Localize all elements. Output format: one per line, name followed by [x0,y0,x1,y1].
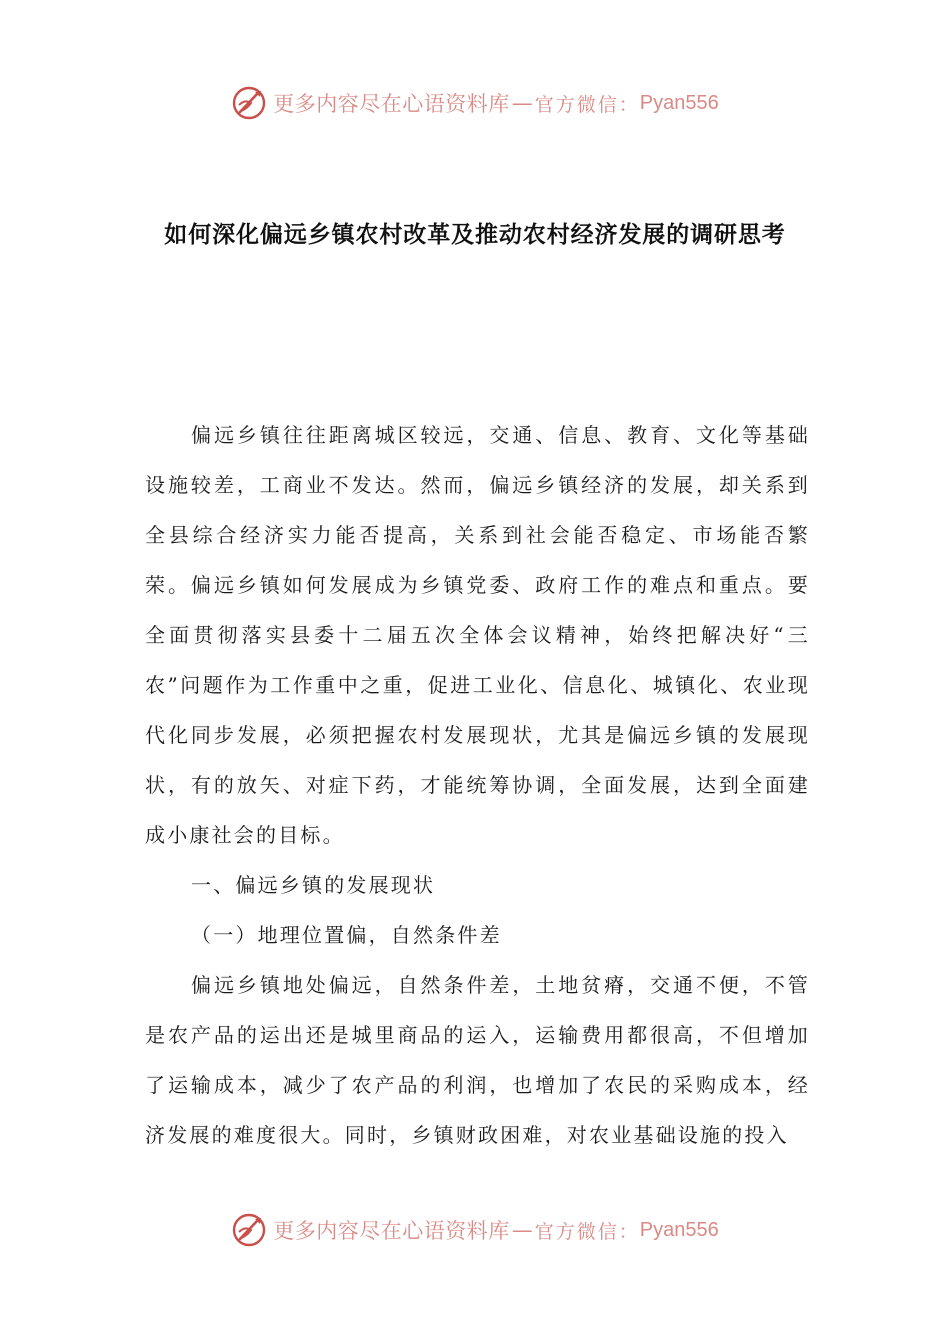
logo-icon [231,85,267,121]
section-heading: 一、偏远乡镇的发展现状 [191,873,436,897]
banner-site-text: 更多内容尽在心语资料库 [273,92,510,116]
document-body [145,410,810,1160]
banner-sub-text: 官方微信： [534,1220,640,1243]
banner-separator: — [511,91,533,115]
document-title: 如何深化偏远乡镇农村改革及推动农村经济发展的调研思考 [164,222,786,248]
footer-banner [0,1208,950,1252]
body-paragraph: 偏远乡镇地处偏远，自然条件差，土地贫瘠，交通不便，不管是农产品的运出还是城里商品的运入，运输费用都很高，不但增加了运输成本，减少了农产品的利润，也增加了农民的采购成本，经济发展的难度很大。同时，乡镇财政困难，对农业基础设施的投入 [145,973,810,1147]
intro-paragraph: 偏远乡镇往往距离城区较远，交通、信息、教育、文化等基础设施较差，工商业不发达。然而，偏远乡镇经济的发展，却关系到全县综合经济实力能否提高，关系到社会能否稳定、市场能否繁荣。偏远乡镇如何发展成为乡镇党委、政府工作的难点和重点。要全面贯彻落实县委十二届五次全体会议精神，始终把解决好“三农”问题作为工作重中之重，促进工业化、信息化、城镇化、农业现代化同步发展，必须把握农村发展现状，尤其是偏远乡镇的发展现状，有的放矢、对症下药，才能统筹协调，全面发展，达到全面建成小康社会的目标。 [145,423,810,847]
logo-icon [231,1212,267,1248]
banner-wechat-id: Pyan556 [639,91,719,114]
banner-sub-text: 官方微信： [534,93,640,116]
subsection-heading: （一）地理位置偏，自然条件差 [191,923,502,947]
banner-separator: — [511,1218,533,1242]
header-banner [0,81,950,125]
banner-wechat-id: Pyan556 [639,1218,719,1241]
banner-site-text: 更多内容尽在心语资料库 [273,1219,510,1243]
